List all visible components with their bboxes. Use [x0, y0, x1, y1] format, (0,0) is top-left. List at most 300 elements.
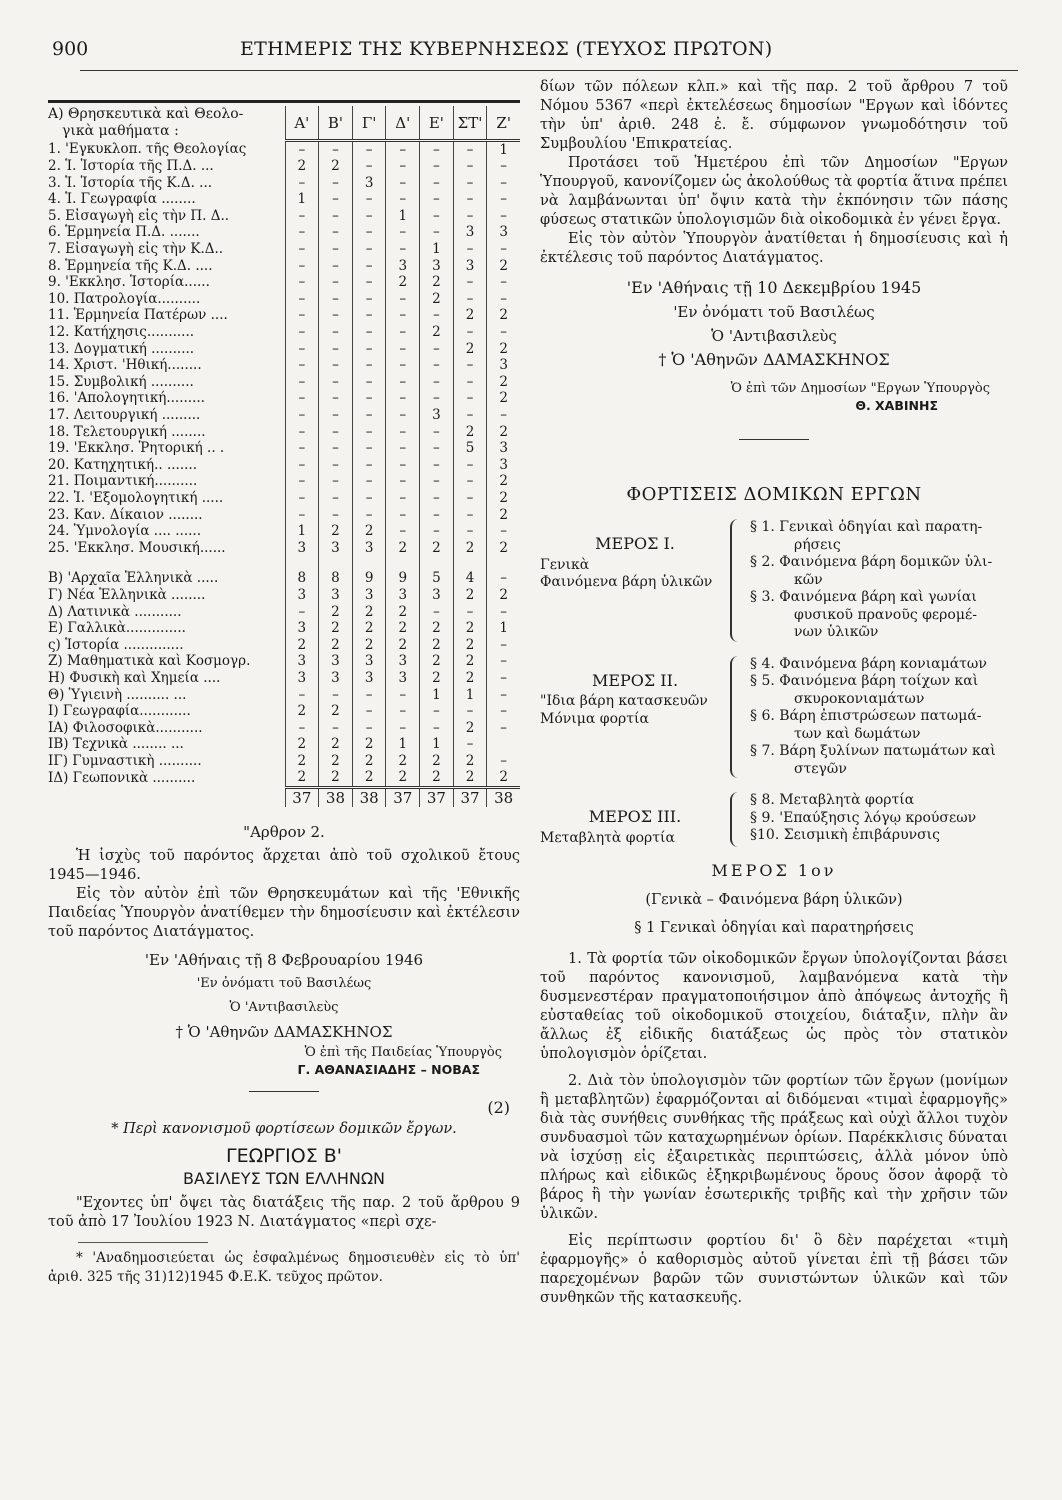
section-heading: § 9. 'Επαύξησις λόγῳ κρούσεων	[750, 809, 977, 826]
section-heading: § 8. Μεταβλητὰ φορτία	[750, 792, 915, 808]
subject-label: Δ) Λατινικὰ ...........	[48, 603, 182, 620]
grade-column-header: Α'	[285, 106, 319, 140]
execution-paragraph: Εἰς τὸν αὐτὸν Ὑπουργὸν ἀνατίθεται ἡ δημοσίευσις καὶ ἡ ἐκτέλεσις τοῦ παρόντος Διατάγματος.	[540, 231, 1008, 266]
hours-cell: –	[487, 208, 520, 225]
hours-cell: –	[386, 324, 420, 341]
section-heading: § 2. Φαινόμενα βάρη δομικῶν ὑλι-	[750, 554, 993, 570]
hours-cell: 3	[352, 587, 386, 604]
hours-cell: –	[453, 324, 487, 341]
section-heading: §10. Σεισμικὴ ἐπιβάρυνσις	[750, 827, 940, 843]
total-cell: 37	[386, 788, 420, 807]
hours-cell: –	[285, 440, 319, 457]
subject-label: 22. Ἱ. 'Εξομολογητική .....	[48, 489, 224, 506]
hours-cell: –	[285, 224, 319, 241]
preamble: "Εχοντες ὑπ' ὄψει τὰς διατάξεις τῆς παρ. 2 τοῦ ἄρθρου 9 τοῦ ἀπὸ 17 Ἰουλίου 1923 Ν. Διατάγματος «περὶ σχε-	[48, 1194, 520, 1230]
hours-cell: –	[487, 703, 520, 720]
hours-cell: –	[319, 274, 353, 291]
hours-cell: –	[487, 158, 520, 175]
hours-cell: –	[386, 224, 420, 241]
hours-cell: –	[453, 407, 487, 424]
hours-cell: 2	[487, 587, 520, 604]
hours-cell: –	[487, 324, 520, 341]
totals-row	[48, 788, 520, 807]
hours-cell: 3	[352, 540, 386, 557]
hours-cell: –	[352, 158, 386, 175]
hours-cell: 2	[319, 620, 353, 637]
grade-column-header: Ε'	[420, 106, 454, 140]
hours-cell: 5	[453, 440, 487, 457]
table-row	[48, 753, 520, 770]
total-cell: 37	[453, 788, 487, 807]
table-row	[48, 224, 520, 241]
subject-label: 3. Ἱ. Ἱστορία τῆς Κ.Δ. ...	[48, 174, 213, 191]
section-entry	[750, 656, 1008, 674]
section-heading-cont: ρήσεις	[794, 536, 841, 553]
hours-cell: –	[319, 357, 353, 374]
hours-cell: 2	[487, 424, 520, 441]
place-date: 'Εν 'Αθήναις τῇ 8 Φεβρουαρίου 1946	[144, 950, 424, 969]
hours-cell: 2	[319, 604, 353, 621]
hours-cell: 2	[420, 324, 454, 341]
left-column	[48, 100, 520, 1287]
hours-cell: –	[352, 687, 386, 704]
hours-cell: –	[285, 424, 319, 441]
hours-cell: –	[453, 140, 487, 158]
hours-cell: 1	[487, 140, 520, 158]
hours-cell: –	[453, 457, 487, 474]
table-row	[48, 208, 520, 225]
hours-cell: –	[285, 457, 319, 474]
hours-cell: –	[285, 258, 319, 275]
section-heading-cont: σκυροκονιαμάτων	[794, 690, 925, 707]
hours-cell: 1	[487, 620, 520, 637]
table-row	[48, 191, 520, 208]
section-heading: § 4. Φαινόμενα βάρη κονιαμάτων	[750, 655, 987, 672]
subject-label: 25. 'Εκκλησ. Μουσική......	[48, 539, 226, 556]
hours-cell: 3	[386, 653, 420, 670]
hours-cell: –	[352, 307, 386, 324]
part-subtitle: Γενικὰ	[540, 556, 590, 573]
hours-cell: –	[420, 341, 454, 358]
section-heading: § 7. Βάρη ξυλίνων πατωμάτων καὶ	[750, 743, 996, 759]
hours-cell: –	[285, 324, 319, 341]
hours-cell: 2	[453, 653, 487, 670]
preamble-continued: δίων τῶν πόλεων κλπ.» καὶ τῆς παρ. 2 τοῦ ἄρθρου 7 τοῦ Νόμου 5367 «περὶ ἐκτελέσεως δημοσίων "Εργων καὶ ἰδόντες τὴν ὑπ' ἀριθ. 248 ἐ. ἔ. σύμφωνον γνωμοδότησιν τοῦ Συμβουλίου 'Επικρατείας.	[540, 79, 1008, 152]
hours-cell: –	[352, 224, 386, 241]
hours-cell: 1	[386, 736, 420, 753]
hours-cell: 2	[453, 341, 487, 358]
hours-cell: 2	[487, 258, 520, 275]
table-of-parts	[540, 519, 1008, 847]
subject-label: 14. Χριστ. 'Ηθική........	[48, 357, 202, 374]
total-cell: 38	[487, 788, 520, 807]
section-entry	[750, 554, 1008, 589]
grade-column-header: Ζ'	[487, 106, 520, 140]
hours-cell: 2	[285, 637, 319, 654]
subject-label: 12. Κατήχησις...........	[48, 324, 195, 341]
hours-cell: 2	[285, 753, 319, 770]
hours-cell: –	[352, 357, 386, 374]
hours-cell: 3	[453, 224, 487, 241]
hours-cell: –	[319, 208, 353, 225]
hours-cell: –	[319, 490, 353, 507]
hours-cell: –	[285, 490, 319, 507]
table-top-rule	[48, 100, 520, 103]
subject-label: Β) 'Αρχαῖα Ἑλληνικὰ .....	[48, 570, 219, 587]
table-row	[48, 440, 520, 457]
table-row	[48, 490, 520, 507]
hours-cell: –	[285, 357, 319, 374]
grade-column-header: ΣΤ'	[453, 106, 487, 140]
part-subtitle: Μεταβλητὰ φορτία	[540, 829, 675, 846]
hours-cell: –	[319, 341, 353, 358]
hours-cell: 3	[420, 587, 454, 604]
hours-cell: –	[285, 473, 319, 490]
hours-cell: –	[319, 258, 353, 275]
hours-cell: 1	[453, 687, 487, 704]
hours-cell: 2	[386, 637, 420, 654]
hours-cell: 1	[420, 687, 454, 704]
hours-cell: –	[319, 720, 353, 737]
hours-cell: –	[352, 457, 386, 474]
hours-cell: –	[285, 604, 319, 621]
table-row	[48, 158, 520, 175]
footnote-rule	[78, 1242, 208, 1243]
hours-cell: –	[420, 158, 454, 175]
hours-cell: –	[386, 507, 420, 524]
table-row	[48, 274, 520, 291]
header-rule	[80, 70, 1018, 71]
subject-label: Θ) Ὑγιεινὴ .......... ...	[48, 686, 187, 703]
hours-cell: 2	[420, 670, 454, 687]
table-row	[48, 507, 520, 524]
subject-label: 13. Δογματική ..........	[48, 340, 195, 357]
hours-cell: –	[319, 687, 353, 704]
hours-cell: –	[285, 720, 319, 737]
table-row	[48, 523, 520, 540]
grade-column-header: Β'	[319, 106, 353, 140]
hours-cell: –	[386, 440, 420, 457]
hours-cell: –	[319, 390, 353, 407]
subject-label: 4. Ἱ. Γεωγραφία ........	[48, 191, 196, 208]
table-row	[48, 570, 520, 587]
part-title: ΜΕΡΟΣ ΙΙ.	[591, 670, 679, 690]
hours-cell: –	[420, 424, 454, 441]
hours-cell: 2	[319, 523, 353, 540]
hours-cell: –	[386, 407, 420, 424]
hours-cell: 2	[386, 620, 420, 637]
in-name-of-king: 'Εν ὀνόματι τοῦ Βασιλέως	[673, 303, 875, 321]
hours-cell: –	[386, 241, 420, 258]
hours-cell: –	[319, 507, 353, 524]
section-entry	[750, 792, 1008, 810]
hours-cell: 2	[319, 703, 353, 720]
hours-cell: –	[453, 390, 487, 407]
hours-cell: 2	[285, 158, 319, 175]
in-name-of-king: 'Εν ὀνόματι τοῦ Βασιλέως	[196, 975, 372, 991]
hours-cell: 2	[453, 753, 487, 770]
hours-cell: –	[285, 341, 319, 358]
hours-cell: –	[453, 274, 487, 291]
hours-cell: 2	[285, 769, 319, 787]
hours-cell: –	[386, 191, 420, 208]
hours-cell: 3	[319, 653, 353, 670]
hours-cell: –	[352, 208, 386, 225]
section-entry	[750, 810, 1008, 828]
hours-cell: –	[420, 457, 454, 474]
hours-cell: –	[352, 390, 386, 407]
gazette-title: ΕΤΗΜΕΡΙΣ ΤΗΣ ΚΥΒΕΡΝΗΣΕΩΣ (ΤΕΥΧΟΣ ΠΡΩΤΟΝ)	[240, 38, 773, 60]
subject-label: 1. 'Εγκυκλοπ. τῆς Θεολογίας	[48, 140, 247, 157]
table-row	[48, 457, 520, 474]
hours-cell: –	[352, 440, 386, 457]
hours-cell: –	[453, 736, 487, 753]
part-entry	[540, 519, 1008, 642]
table-row	[48, 769, 520, 787]
page-header	[30, 38, 1030, 68]
hours-cell: –	[285, 175, 319, 192]
hours-cell: –	[420, 703, 454, 720]
hours-cell: –	[453, 523, 487, 540]
hours-cell: 2	[285, 736, 319, 753]
hours-cell: 3	[386, 587, 420, 604]
subject-label: Ζ) Μαθηματικὰ καὶ Κοσμογρ.	[48, 653, 251, 670]
table-row	[48, 258, 520, 275]
hours-cell: 2	[285, 703, 319, 720]
table-row	[48, 424, 520, 441]
hours-cell: –	[386, 523, 420, 540]
hours-cell: –	[386, 374, 420, 391]
hours-cell: 2	[487, 769, 520, 787]
hours-cell: –	[453, 241, 487, 258]
hours-cell: 9	[352, 570, 386, 587]
hours-cell: –	[352, 703, 386, 720]
hours-cell: 2	[352, 753, 386, 770]
hours-cell: –	[352, 140, 386, 158]
hours-cell: 2	[453, 307, 487, 324]
hours-cell: 2	[420, 274, 454, 291]
hours-cell: –	[420, 224, 454, 241]
table-row	[48, 653, 520, 670]
right-column	[540, 78, 1008, 1308]
hours-cell: –	[352, 490, 386, 507]
table-row	[48, 374, 520, 391]
subject-label: ΙΔ) Γεωπονικὰ ..........	[48, 770, 196, 787]
part-entry	[540, 792, 1008, 847]
hours-cell: –	[487, 241, 520, 258]
hours-cell	[487, 736, 520, 753]
subject-label: 9. 'Εκκλησ. Ἱστορία......	[48, 274, 210, 291]
hours-cell: –	[420, 357, 454, 374]
hours-cell: –	[285, 140, 319, 158]
hours-cell: –	[386, 390, 420, 407]
hours-cell: –	[487, 637, 520, 654]
subject-label: 10. Πατρολογία..........	[48, 290, 201, 307]
hours-cell: 3	[386, 258, 420, 275]
section-heading-cont: στεγῶν	[794, 760, 847, 777]
clause-3: Εἰς περίπτωσιν φορτίου δι' ὃ δὲν παρέχεται «τιμὴ ἐφαρμογῆς» ὁ καθορισμὸς αὐτοῦ γίνεται ἐπὶ τῇ βάσει τῶν παρεχομένων βαρῶν τῶν συνιστώντων ὑλικῶν καὶ τῶν συνθηκῶν τῆς κατασκευῆς.	[540, 1233, 1008, 1306]
hours-cell: 8	[285, 570, 319, 587]
curriculum-hours-table	[48, 106, 520, 807]
hours-cell: –	[386, 473, 420, 490]
hours-cell: 2	[319, 637, 353, 654]
hours-cell: 3	[386, 670, 420, 687]
hours-cell: 2	[386, 274, 420, 291]
section-entry	[750, 519, 1008, 554]
subject-label: 17. Λειτουργική .........	[48, 407, 201, 423]
hours-cell: 2	[319, 158, 353, 175]
table-row	[48, 407, 520, 424]
hours-cell: –	[487, 175, 520, 192]
table-row	[48, 670, 520, 687]
subject-label: ΙΑ) Φιλοσοφικὰ...........	[48, 719, 203, 736]
hours-cell: 3	[487, 440, 520, 457]
hours-cell: –	[487, 407, 520, 424]
hours-cell: 2	[319, 753, 353, 770]
hours-cell: 2	[319, 769, 353, 787]
section-heading: § 5. Φαινόμενα βάρη τοίχων καὶ	[750, 673, 979, 689]
hours-cell: 3	[319, 587, 353, 604]
hours-cell: 3	[352, 175, 386, 192]
hours-cell: 2	[420, 540, 454, 557]
grade-column-header: Γ'	[352, 106, 386, 140]
subject-label: 21. Ποιμαντική..........	[48, 473, 198, 490]
hours-cell: 3	[420, 258, 454, 275]
section-entry	[750, 827, 1008, 845]
total-cell: 37	[285, 788, 319, 807]
hours-cell: 2	[420, 620, 454, 637]
hours-cell: –	[352, 374, 386, 391]
hours-cell: 2	[487, 507, 520, 524]
hours-cell: –	[352, 720, 386, 737]
hours-cell: –	[420, 507, 454, 524]
hours-cell: –	[285, 241, 319, 258]
hours-cell: –	[352, 291, 386, 308]
hours-cell: –	[386, 307, 420, 324]
table-row	[48, 587, 520, 604]
table-row	[48, 720, 520, 737]
hours-cell: –	[352, 258, 386, 275]
hours-cell: 3	[319, 540, 353, 557]
hours-cell: –	[386, 357, 420, 374]
section-1-heading: § 1 Γενικαὶ ὁδηγίαι καὶ παρατηρήσεις	[634, 920, 914, 936]
hours-cell: 2	[487, 390, 520, 407]
footnote: * 'Αναδημοσιεύεται ὡς ἐσφαλμένως δημοσιευθὲν εἰς τὸ ὑπ' ἀριθ. 325 τῆς 31)12)1945 Φ.Ε.Κ. τεῦχος πρῶτον.	[48, 1249, 520, 1285]
total-cell: 37	[420, 788, 454, 807]
subject-label: Γ) Νέα Ἑλληνικὰ ........	[48, 586, 206, 603]
regent-title: Ὁ 'Αντιβασιλεὺς	[711, 327, 837, 345]
hours-cell: –	[352, 407, 386, 424]
hours-cell: 3	[420, 407, 454, 424]
hours-cell: –	[386, 703, 420, 720]
heading-line: γικὰ μαθήματα :	[62, 123, 179, 139]
decree-number: (2)	[487, 1097, 510, 1117]
hours-cell: 3	[285, 587, 319, 604]
hours-cell: –	[420, 604, 454, 621]
hours-cell: 2	[453, 720, 487, 737]
hours-cell: 2	[420, 653, 454, 670]
subject-label: 15. Συμβολική ..........	[48, 373, 194, 390]
article-2-para-2: Εἰς τὸν αὐτὸν ἐπὶ τῶν Θρησκευμάτων καὶ τῆς 'Εθνικῆς Παιδείας Ὑπουργὸν ἀνατίθεμεν τὴν δημοσίευσιν καὶ ἐκτέλεσιν τοῦ παρόντος Διατάγματος.	[48, 885, 520, 940]
hours-cell: 2	[352, 620, 386, 637]
hours-cell: –	[285, 687, 319, 704]
hours-cell: –	[319, 175, 353, 192]
hours-cell: 3	[352, 670, 386, 687]
subject-label: Ε) Γαλλικὰ..............	[48, 620, 186, 637]
hours-cell: 1	[285, 523, 319, 540]
hours-cell: –	[352, 341, 386, 358]
subject-label: ΙΒ) Τεχνικὰ ........ ...	[48, 736, 184, 753]
part-1-subheading: (Γενικὰ – Φαινόμενα βάρη ὑλικῶν)	[645, 892, 903, 908]
hours-cell: 2	[420, 637, 454, 654]
hours-cell: 2	[487, 374, 520, 391]
hours-cell: 3	[487, 224, 520, 241]
hours-cell: –	[453, 507, 487, 524]
table-row	[48, 291, 520, 308]
regent-signature: † Ὁ 'Αθηνῶν ΔΑΜΑΣΚΗΝΟΣ	[175, 1022, 393, 1041]
hours-cell: 2	[386, 753, 420, 770]
table-row	[48, 390, 520, 407]
table-row	[48, 620, 520, 637]
hours-cell: 2	[352, 736, 386, 753]
subject-label: 8. Ἑρμηνεία τῆς Κ.Δ. ....	[48, 257, 213, 274]
hours-cell: –	[319, 241, 353, 258]
hours-cell: –	[453, 473, 487, 490]
hours-cell: –	[487, 653, 520, 670]
hours-cell: 2	[487, 307, 520, 324]
section-heading-cont: των καὶ δωμάτων	[794, 725, 921, 742]
hours-cell: –	[487, 604, 520, 621]
hours-cell: 2	[352, 637, 386, 654]
part-title: ΜΕΡΟΣ ΙΙΙ.	[588, 807, 682, 826]
hours-cell: –	[319, 191, 353, 208]
hours-cell: –	[386, 457, 420, 474]
subject-label: 20. Κατηχητική.. .......	[48, 456, 197, 473]
hours-cell: –	[453, 175, 487, 192]
table-row	[48, 473, 520, 490]
hours-cell: –	[319, 291, 353, 308]
hours-cell: –	[453, 604, 487, 621]
brace-icon	[730, 519, 744, 642]
minister-signature: Γ. ΑΘΑΝΑΣΙΑΔΗΣ – ΝΟΒΑΣ	[297, 1061, 480, 1077]
part-subtitle: Μόνιμα φορτία	[540, 710, 649, 727]
hours-cell: 3	[285, 653, 319, 670]
hours-cell: –	[420, 208, 454, 225]
table-row	[48, 540, 520, 557]
regent-title: Ὁ 'Αντιβασιλεὺς	[229, 999, 339, 1015]
grade-column-header: Δ'	[386, 106, 420, 140]
subject-label: 16. 'Απολογητική.........	[48, 390, 205, 407]
table-header-row	[48, 106, 520, 140]
subject-label: 6. Ἑρμηνεία Π.Δ. .......	[48, 224, 200, 241]
proposal-paragraph: Προτάσει τοῦ Ἡμετέρου ἐπὶ τῶν Δημοσίων "Εργων Ὑπουργοῦ, κανονίζομεν ὡς ἀκολούθως τὰ φορτία ἅτινα πρέπει νὰ λαμβάνωνται ὑπ' ὄψιν κατὰ τὴν ἐκπόνησιν τῶν πάσης φύσεως στατικῶν ὑπολογισμῶν διὰ οἰκοδομικὰ ἐν γένει ἔργα.	[540, 155, 1008, 228]
minister-title: Ὁ ἐπὶ τῆς Παιδείας Ὑπουργὸς	[304, 1044, 502, 1060]
section-entry	[750, 673, 1008, 708]
divider	[249, 1091, 319, 1092]
hours-cell: 2	[386, 769, 420, 787]
hours-cell: 2	[453, 620, 487, 637]
hours-cell: –	[487, 191, 520, 208]
hours-cell: 9	[386, 570, 420, 587]
hours-cell: –	[285, 407, 319, 424]
hours-cell: –	[319, 374, 353, 391]
hours-cell: –	[319, 407, 353, 424]
hours-cell: –	[420, 490, 454, 507]
hours-cell: –	[352, 191, 386, 208]
hours-cell: –	[487, 291, 520, 308]
hours-cell: 8	[319, 570, 353, 587]
section-entry	[750, 589, 1008, 642]
